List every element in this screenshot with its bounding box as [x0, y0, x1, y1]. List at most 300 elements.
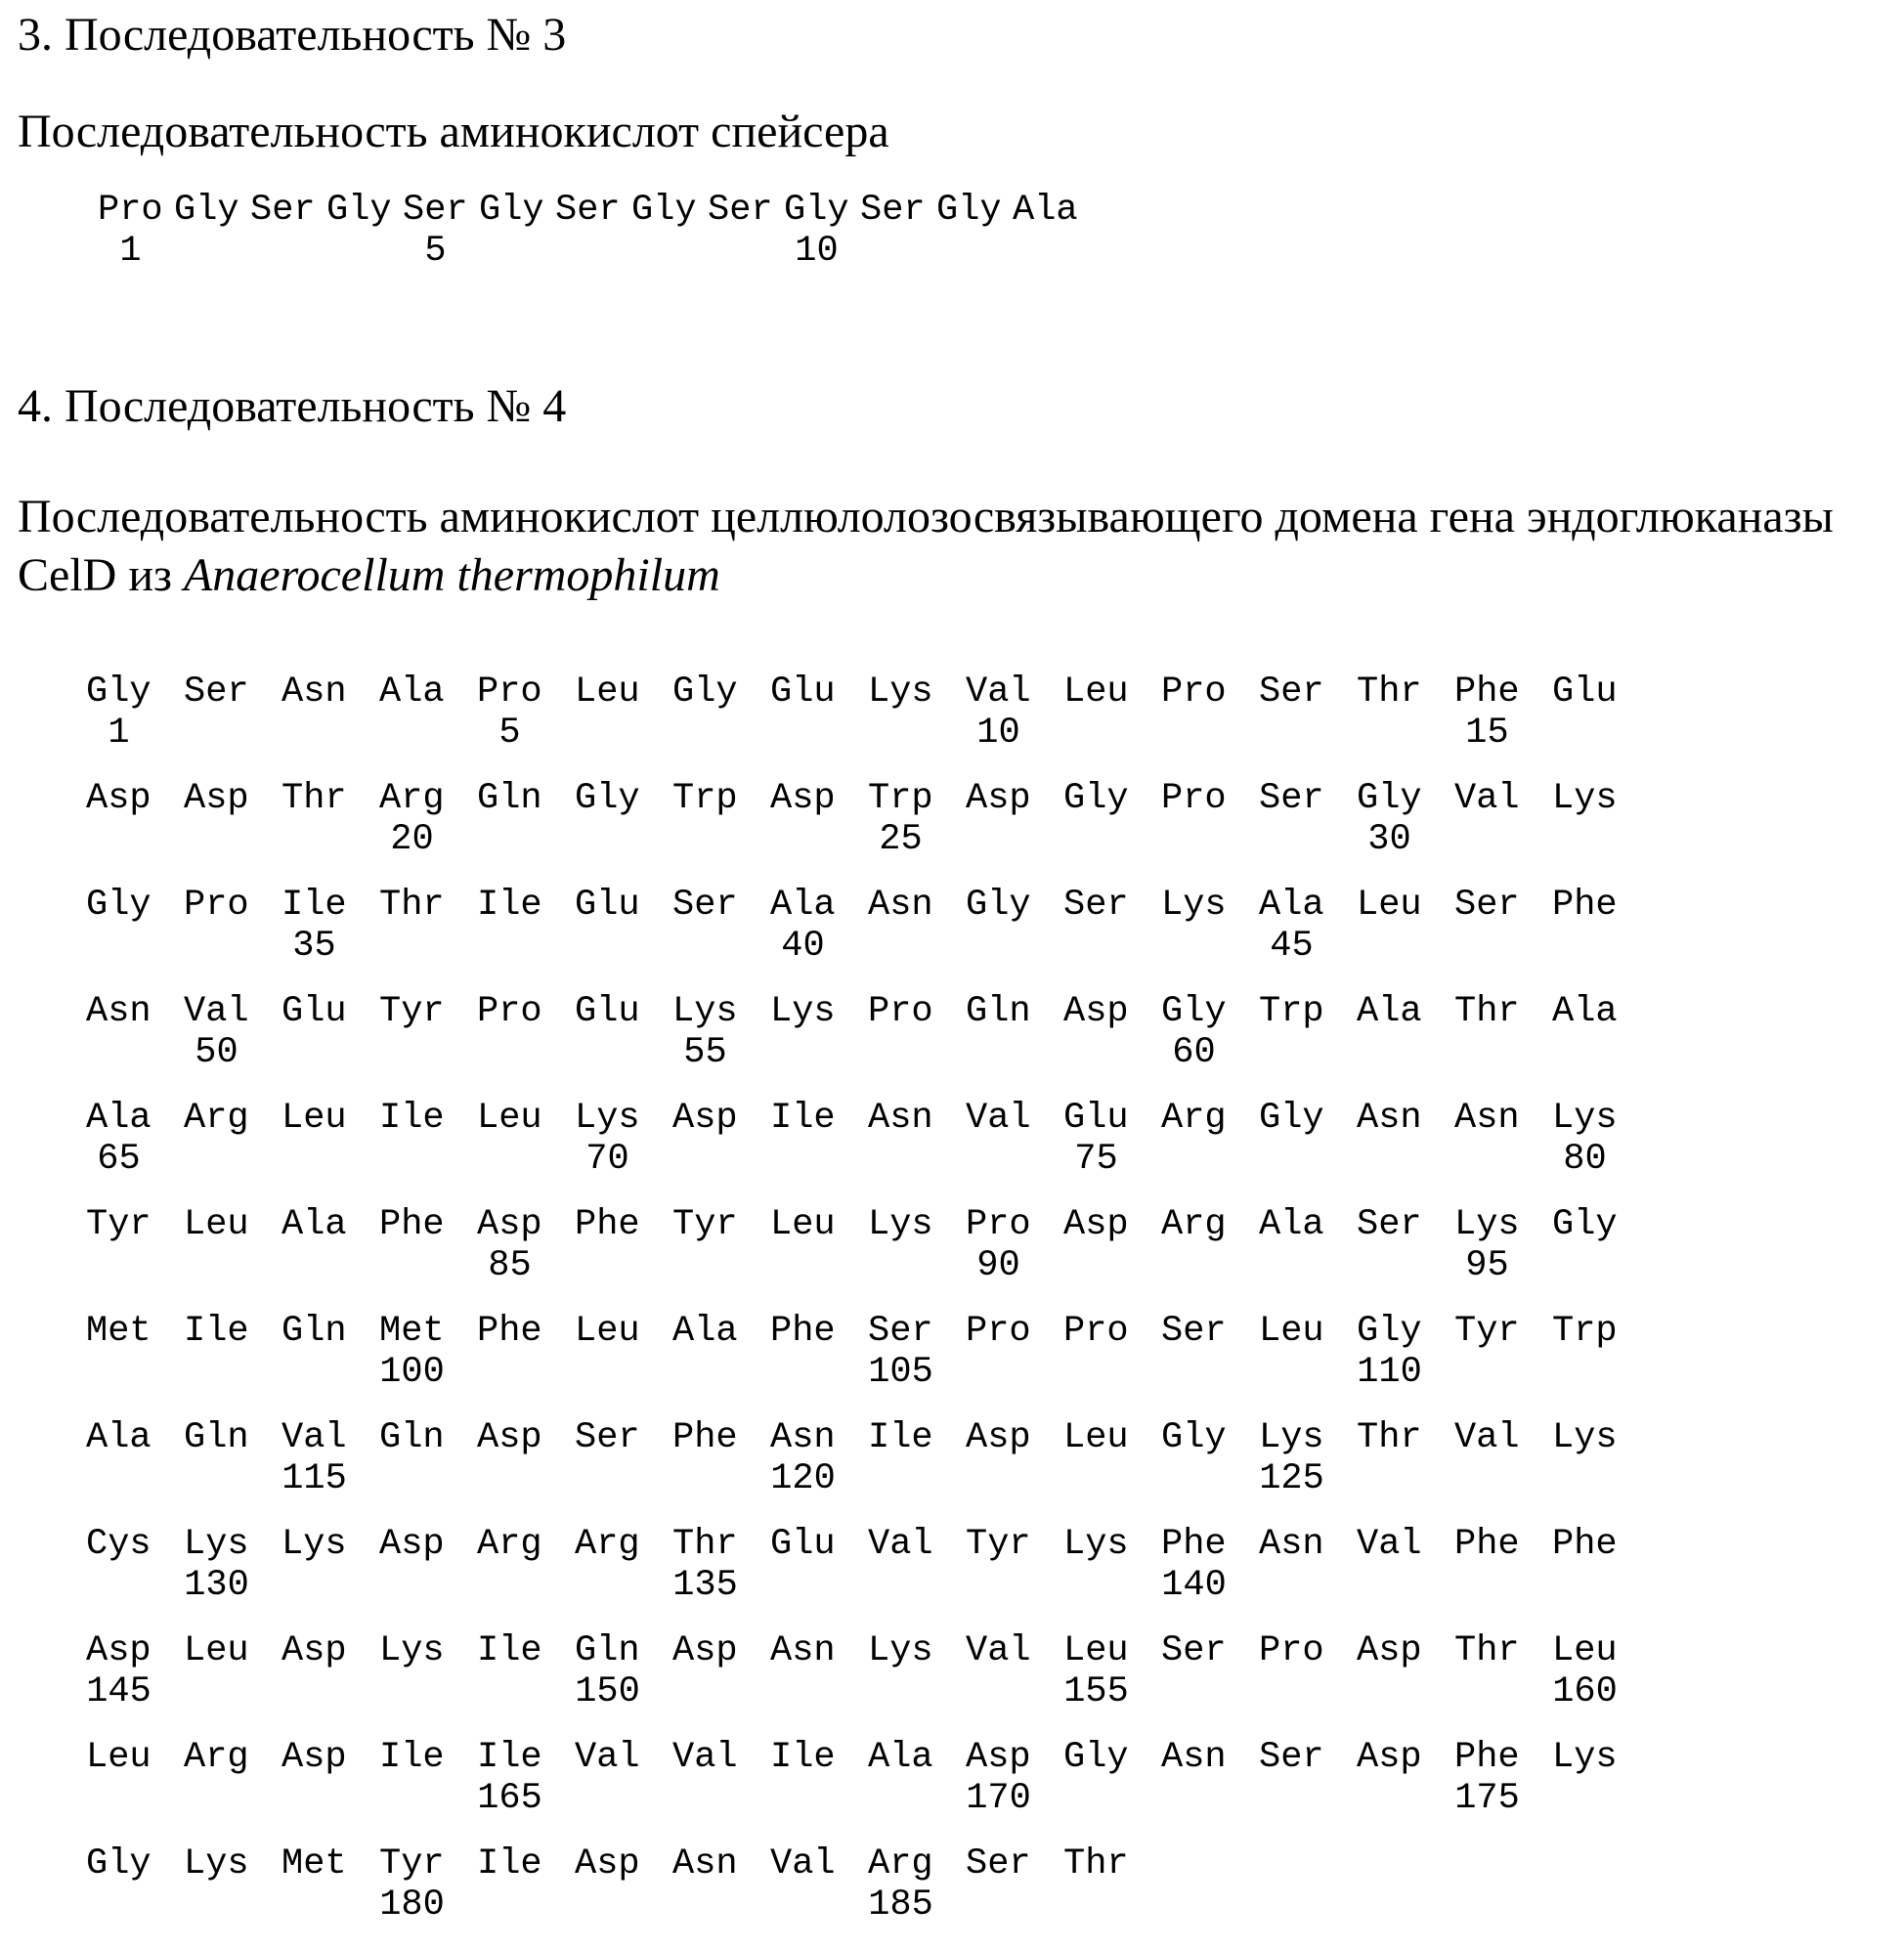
- residue-code: Asp: [1357, 1630, 1422, 1672]
- residue-code: Ala: [86, 1098, 151, 1140]
- residue-code: Phe: [1552, 885, 1618, 927]
- residue-position-number: [184, 819, 249, 860]
- residue-position-number: [86, 819, 151, 860]
- residue-code: Val: [1454, 778, 1520, 820]
- residue-position-number: [184, 1885, 249, 1926]
- residue-code: Leu: [477, 1098, 542, 1140]
- residue-cell: [477, 1204, 575, 1286]
- residue-position-number: [672, 1245, 738, 1286]
- residue-code: Lys: [1552, 1737, 1618, 1779]
- residue-cell: [770, 1737, 868, 1819]
- description-line-1: Последовательность аминокислот целлюлолозосвязывающего домена гена эндоглюканазы: [18, 491, 1834, 543]
- residue-cell: [477, 1737, 575, 1819]
- residue-code: Lys: [184, 1843, 249, 1885]
- residue-cell: [1063, 1630, 1161, 1712]
- residue-cell: [477, 1524, 575, 1606]
- residue-position-number: [477, 1139, 542, 1180]
- residue-code: Gly: [575, 778, 640, 820]
- residue-code: Val: [575, 1737, 640, 1779]
- residue-code: Tyr: [379, 1843, 445, 1885]
- residue-cell: [1454, 778, 1552, 860]
- residue-code: Ala: [672, 1311, 738, 1353]
- residue-code: Lys: [1454, 1204, 1520, 1246]
- residue-cell: [966, 1098, 1063, 1180]
- residue-position-number: [1259, 819, 1324, 860]
- residue-cell: [281, 672, 379, 754]
- residue-code: Ser: [1063, 885, 1129, 927]
- spacer-amino-acid-sequence: [98, 190, 1904, 272]
- residue-code: Phe: [1454, 1737, 1520, 1779]
- residue-position-number: [281, 1671, 347, 1712]
- residue-code: Ser: [1259, 1737, 1324, 1779]
- sequence-row: [86, 1098, 1904, 1180]
- residue-position-number: [1161, 713, 1227, 754]
- residue-position-number: [770, 1565, 836, 1606]
- residue-cell: [479, 190, 555, 272]
- residue-position-number: [575, 713, 640, 754]
- residue-position-number: [184, 1458, 249, 1499]
- residue-code: Val: [1454, 1417, 1520, 1459]
- residue-position-number: 75: [1074, 1139, 1118, 1181]
- residue-cell: [966, 885, 1063, 967]
- residue-position-number: [1259, 1565, 1324, 1606]
- residue-position-number: [1552, 1032, 1618, 1073]
- residue-cell: [770, 1843, 868, 1926]
- residue-code: Asp: [575, 1843, 640, 1885]
- residue-cell: [184, 1843, 281, 1926]
- residue-cell: [86, 1843, 184, 1926]
- residue-code: Glu: [575, 991, 640, 1033]
- residue-cell: [1161, 672, 1259, 754]
- residue-code: Ser: [250, 189, 316, 231]
- residue-position-number: [672, 1778, 738, 1819]
- residue-cell: [1357, 1204, 1454, 1286]
- residue-cell: [184, 1098, 281, 1180]
- residue-position-number: [1161, 1671, 1227, 1712]
- residue-position-number: [575, 1565, 640, 1606]
- residue-cell: [86, 672, 184, 754]
- residue-code: Glu: [281, 991, 347, 1033]
- residue-position-number: [770, 713, 836, 754]
- residue-cell: [1357, 991, 1454, 1073]
- residue-code: Ala: [281, 1204, 347, 1246]
- residue-cell: [1259, 1204, 1357, 1286]
- residue-position-number: [1357, 1245, 1422, 1286]
- residue-code: Arg: [477, 1524, 542, 1566]
- residue-code: Glu: [1063, 1098, 1129, 1140]
- residue-cell: [250, 190, 326, 272]
- residue-cell: [184, 1737, 281, 1819]
- residue-position-number: [672, 926, 738, 967]
- residue-cell: [575, 885, 672, 967]
- residue-cell: [672, 1737, 770, 1819]
- residue-code: Gly: [1259, 1098, 1324, 1140]
- residue-code: Thr: [1454, 991, 1520, 1033]
- residue-position-number: 90: [976, 1245, 1020, 1287]
- residue-position-number: [379, 1245, 445, 1286]
- residue-code: Ile: [281, 885, 347, 927]
- residue-code: Lys: [868, 1630, 933, 1672]
- sequence-row: [86, 885, 1904, 967]
- residue-position-number: [1357, 1032, 1422, 1073]
- residue-position-number: 80: [1563, 1139, 1607, 1181]
- residue-code: Lys: [672, 991, 738, 1033]
- residue-position-number: [1552, 1458, 1618, 1499]
- residue-code: Val: [868, 1524, 933, 1566]
- residue-position-number: [477, 1885, 542, 1926]
- residue-code: Leu: [86, 1737, 151, 1779]
- residue-position-number: [868, 1778, 933, 1819]
- residue-position-number: [868, 1032, 933, 1073]
- residue-cell: [379, 1737, 477, 1819]
- residue-cell: [1357, 1737, 1454, 1819]
- residue-position-number: [184, 1352, 249, 1393]
- residue-position-number: [770, 1885, 836, 1926]
- residue-position-number: [1552, 1245, 1618, 1286]
- residue-cell: [184, 885, 281, 967]
- residue-cell: [770, 991, 868, 1073]
- residue-position-number: 5: [498, 713, 521, 755]
- residue-position-number: 20: [390, 819, 434, 861]
- residue-position-number: [1063, 1778, 1129, 1819]
- residue-cell: [281, 1098, 379, 1180]
- residue-code: Gly: [86, 672, 151, 714]
- residue-position-number: [1357, 713, 1422, 754]
- residue-position-number: 130: [184, 1565, 249, 1607]
- residue-cell: [631, 190, 708, 272]
- residue-cell: [966, 778, 1063, 860]
- residue-code: Pro: [1161, 778, 1227, 820]
- residue-cell: [1357, 672, 1454, 754]
- residue-position-number: [966, 1885, 1031, 1926]
- residue-position-number: 155: [1063, 1671, 1129, 1713]
- residue-position-number: [555, 231, 621, 272]
- residue-code: Ile: [379, 1737, 445, 1779]
- residue-position-number: [1161, 819, 1227, 860]
- residue-code: Asp: [184, 778, 249, 820]
- residue-position-number: [477, 1352, 542, 1393]
- residue-cell: [1454, 991, 1552, 1073]
- residue-cell: [966, 991, 1063, 1073]
- residue-position-number: [1259, 1352, 1324, 1393]
- residue-cell: [184, 1524, 281, 1606]
- residue-position-number: [1063, 1245, 1129, 1286]
- residue-code: Gly: [784, 189, 849, 231]
- residue-code: Lys: [770, 991, 836, 1033]
- residue-position-number: [672, 1458, 738, 1499]
- residue-code: Ser: [555, 189, 621, 231]
- residue-position-number: [868, 1671, 933, 1712]
- residue-code: Glu: [770, 1524, 836, 1566]
- residue-position-number: 50: [195, 1032, 238, 1074]
- residue-code: Met: [379, 1311, 445, 1353]
- residue-code: Asp: [379, 1524, 445, 1566]
- residue-code: Gln: [575, 1630, 640, 1672]
- residue-position-number: [631, 231, 697, 272]
- residue-code: Asn: [1259, 1524, 1324, 1566]
- residue-cell: [1063, 885, 1161, 967]
- residue-cell: [868, 672, 966, 754]
- residue-position-number: [1063, 1885, 1129, 1926]
- residue-cell: [966, 1843, 1063, 1926]
- residue-position-number: 60: [1172, 1032, 1216, 1074]
- residue-position-number: [868, 1458, 933, 1499]
- residue-cell: [1357, 1524, 1454, 1606]
- residue-code: Arg: [184, 1098, 249, 1140]
- residue-cell: [281, 1843, 379, 1926]
- residue-position-number: [1357, 1778, 1422, 1819]
- residue-code: Arg: [868, 1843, 933, 1885]
- residue-code: Lys: [1259, 1417, 1324, 1459]
- residue-cell: [575, 1204, 672, 1286]
- residue-cell: [379, 885, 477, 967]
- residue-position-number: [966, 1032, 1031, 1073]
- residue-position-number: [1454, 926, 1520, 967]
- residue-position-number: [1454, 1565, 1520, 1606]
- residue-code: Asp: [86, 1630, 151, 1672]
- residue-position-number: [1259, 1245, 1324, 1286]
- residue-code: Asn: [1161, 1737, 1227, 1779]
- residue-position-number: [86, 1352, 151, 1393]
- residue-cell: [770, 1630, 868, 1712]
- residue-position-number: [326, 231, 392, 272]
- residue-position-number: 15: [1465, 713, 1509, 755]
- residue-cell: [477, 1098, 575, 1180]
- residue-position-number: [868, 926, 933, 967]
- residue-cell: [770, 1417, 868, 1499]
- residue-code: Ser: [1161, 1630, 1227, 1672]
- residue-cell: [575, 1311, 672, 1393]
- residue-code: Ile: [379, 1098, 445, 1140]
- residue-position-number: [575, 926, 640, 967]
- residue-code: Ser: [868, 1311, 933, 1353]
- residue-cell: [1161, 1098, 1259, 1180]
- residue-cell: [1552, 1417, 1650, 1499]
- residue-position-number: 125: [1259, 1458, 1324, 1500]
- residue-cell: [1259, 991, 1357, 1073]
- residue-code: Ile: [477, 1630, 542, 1672]
- residue-position-number: [966, 1352, 1031, 1393]
- residue-code: Leu: [281, 1098, 347, 1140]
- residue-position-number: [281, 819, 347, 860]
- residue-position-number: [1259, 1778, 1324, 1819]
- residue-code: Pro: [966, 1311, 1031, 1353]
- residue-position-number: [966, 1458, 1031, 1499]
- residue-position-number: [281, 1778, 347, 1819]
- residue-code: Ala: [379, 672, 445, 714]
- residue-cell: [672, 1417, 770, 1499]
- residue-cell: [672, 1524, 770, 1606]
- residue-cell: [868, 1204, 966, 1286]
- residue-cell: [1259, 1737, 1357, 1819]
- residue-position-number: [1063, 1032, 1129, 1073]
- residue-position-number: [1161, 1139, 1227, 1180]
- residue-code: Tyr: [379, 991, 445, 1033]
- residue-cell: [98, 190, 174, 272]
- residue-cell: [281, 885, 379, 967]
- residue-position-number: [184, 1139, 249, 1180]
- residue-position-number: 185: [868, 1885, 933, 1927]
- residue-code: Gln: [477, 778, 542, 820]
- residue-position-number: 120: [770, 1458, 836, 1500]
- residue-code: Arg: [1161, 1204, 1227, 1246]
- description-gene-name: CelD из: [18, 549, 184, 602]
- residue-code: Ile: [184, 1311, 249, 1353]
- residue-cell: [868, 1630, 966, 1712]
- residue-code: Val: [1357, 1524, 1422, 1566]
- residue-cell: [575, 1524, 672, 1606]
- residue-cell: [86, 1311, 184, 1393]
- residue-position-number: [868, 713, 933, 754]
- residue-cell: [1259, 1417, 1357, 1499]
- residue-code: Val: [966, 672, 1031, 714]
- residue-cell: [1454, 1524, 1552, 1606]
- residue-position-number: 10: [976, 713, 1020, 755]
- residue-code: Gly: [672, 672, 738, 714]
- residue-code: Asn: [672, 1843, 738, 1885]
- residue-position-number: [379, 1671, 445, 1712]
- residue-code: Pro: [98, 189, 163, 231]
- residue-cell: [1161, 778, 1259, 860]
- residue-cell: [770, 1204, 868, 1286]
- residue-cell: [672, 885, 770, 967]
- residue-position-number: 135: [672, 1565, 738, 1607]
- residue-cell: [575, 1630, 672, 1712]
- residue-code: Lys: [1552, 778, 1618, 820]
- residue-code: Lys: [1552, 1098, 1618, 1140]
- residue-code: Ser: [184, 672, 249, 714]
- residue-code: Asp: [672, 1630, 738, 1672]
- residue-position-number: [379, 1458, 445, 1499]
- residue-code: Leu: [1552, 1630, 1618, 1672]
- residue-code: Ala: [1259, 1204, 1324, 1246]
- residue-cell: [868, 1417, 966, 1499]
- residue-position-number: [672, 1885, 738, 1926]
- residue-cell: [86, 1524, 184, 1606]
- residue-cell: [936, 190, 1013, 272]
- residue-cell: [281, 1524, 379, 1606]
- residue-cell: [555, 190, 631, 272]
- residue-code: Tyr: [672, 1204, 738, 1246]
- residue-code: Leu: [1357, 885, 1422, 927]
- residue-position-number: [1161, 1778, 1227, 1819]
- residue-cell: [1063, 1311, 1161, 1393]
- residue-cell: [770, 672, 868, 754]
- residue-code: Asn: [1357, 1098, 1422, 1140]
- residue-position-number: 140: [1161, 1565, 1227, 1607]
- residue-position-number: [477, 926, 542, 967]
- residue-position-number: [672, 713, 738, 754]
- residue-cell: [1259, 1524, 1357, 1606]
- residue-position-number: [868, 1245, 933, 1286]
- residue-position-number: [1357, 1565, 1422, 1606]
- residue-cell: [1161, 1311, 1259, 1393]
- residue-position-number: [281, 1885, 347, 1926]
- residue-code: Phe: [379, 1204, 445, 1246]
- residue-cell: [966, 1311, 1063, 1393]
- residue-position-number: [479, 231, 544, 272]
- residue-position-number: [1063, 713, 1129, 754]
- residue-position-number: 65: [97, 1139, 141, 1181]
- residue-cell: [575, 1737, 672, 1819]
- residue-cell: [1063, 672, 1161, 754]
- residue-cell: [1161, 1524, 1259, 1606]
- residue-code: Pro: [1161, 672, 1227, 714]
- residue-cell: [784, 190, 860, 272]
- residue-code: Gly: [1161, 991, 1227, 1033]
- residue-code: Thr: [672, 1524, 738, 1566]
- residue-position-number: [86, 1778, 151, 1819]
- residue-cell: [868, 1311, 966, 1393]
- residue-cell: [1454, 1417, 1552, 1499]
- residue-cell: [1063, 1737, 1161, 1819]
- residue-position-number: [936, 231, 1002, 272]
- sequence-row: [86, 1204, 1904, 1286]
- residue-code: Lys: [868, 672, 933, 714]
- residue-code: Thr: [1357, 672, 1422, 714]
- residue-cell: [770, 1524, 868, 1606]
- residue-cell: [477, 1843, 575, 1926]
- residue-position-number: 165: [477, 1778, 542, 1820]
- residue-code: Ile: [477, 1737, 542, 1779]
- residue-position-number: [184, 1671, 249, 1712]
- residue-position-number: 110: [1357, 1352, 1422, 1394]
- residue-cell: [868, 1737, 966, 1819]
- residue-cell: [379, 1843, 477, 1926]
- residue-cell: [1161, 1737, 1259, 1819]
- residue-position-number: [672, 1671, 738, 1712]
- residue-position-number: [966, 1139, 1031, 1180]
- residue-code: Leu: [1063, 672, 1129, 714]
- residue-position-number: [86, 1885, 151, 1926]
- residue-code: Arg: [575, 1524, 640, 1566]
- residue-code: Arg: [379, 778, 445, 820]
- residue-cell: [184, 1417, 281, 1499]
- residue-code: Ser: [1454, 885, 1520, 927]
- residue-position-number: [860, 231, 926, 272]
- residue-code: Gly: [86, 885, 151, 927]
- residue-position-number: [379, 1565, 445, 1606]
- residue-cell: [379, 1630, 477, 1712]
- residue-code: Ala: [1357, 991, 1422, 1033]
- residue-cell: [1454, 1204, 1552, 1286]
- residue-code: Asn: [770, 1417, 836, 1459]
- residue-cell: [860, 190, 936, 272]
- residue-cell: [1161, 991, 1259, 1073]
- residue-code: Pro: [1063, 1311, 1129, 1353]
- residue-cell: [379, 778, 477, 860]
- residue-code: Asn: [868, 1098, 933, 1140]
- residue-cell: [1552, 1204, 1650, 1286]
- residue-cell: [1454, 1098, 1552, 1180]
- residue-cell: [575, 778, 672, 860]
- residue-cell: [1454, 1737, 1552, 1819]
- residue-cell: [174, 190, 250, 272]
- residue-position-number: [575, 1032, 640, 1073]
- residue-code: Ile: [770, 1737, 836, 1779]
- residue-cell: [1063, 1204, 1161, 1286]
- sequence-row: [86, 1417, 1904, 1499]
- residue-cell: [770, 1311, 868, 1393]
- residue-position-number: 45: [1270, 926, 1314, 968]
- residue-position-number: [1161, 926, 1227, 967]
- residue-code: Gly: [936, 189, 1002, 231]
- residue-position-number: [477, 1565, 542, 1606]
- residue-cell: [672, 1630, 770, 1712]
- residue-code: Asp: [1063, 1204, 1129, 1246]
- residue-position-number: 40: [781, 926, 825, 968]
- residue-position-number: [770, 1352, 836, 1393]
